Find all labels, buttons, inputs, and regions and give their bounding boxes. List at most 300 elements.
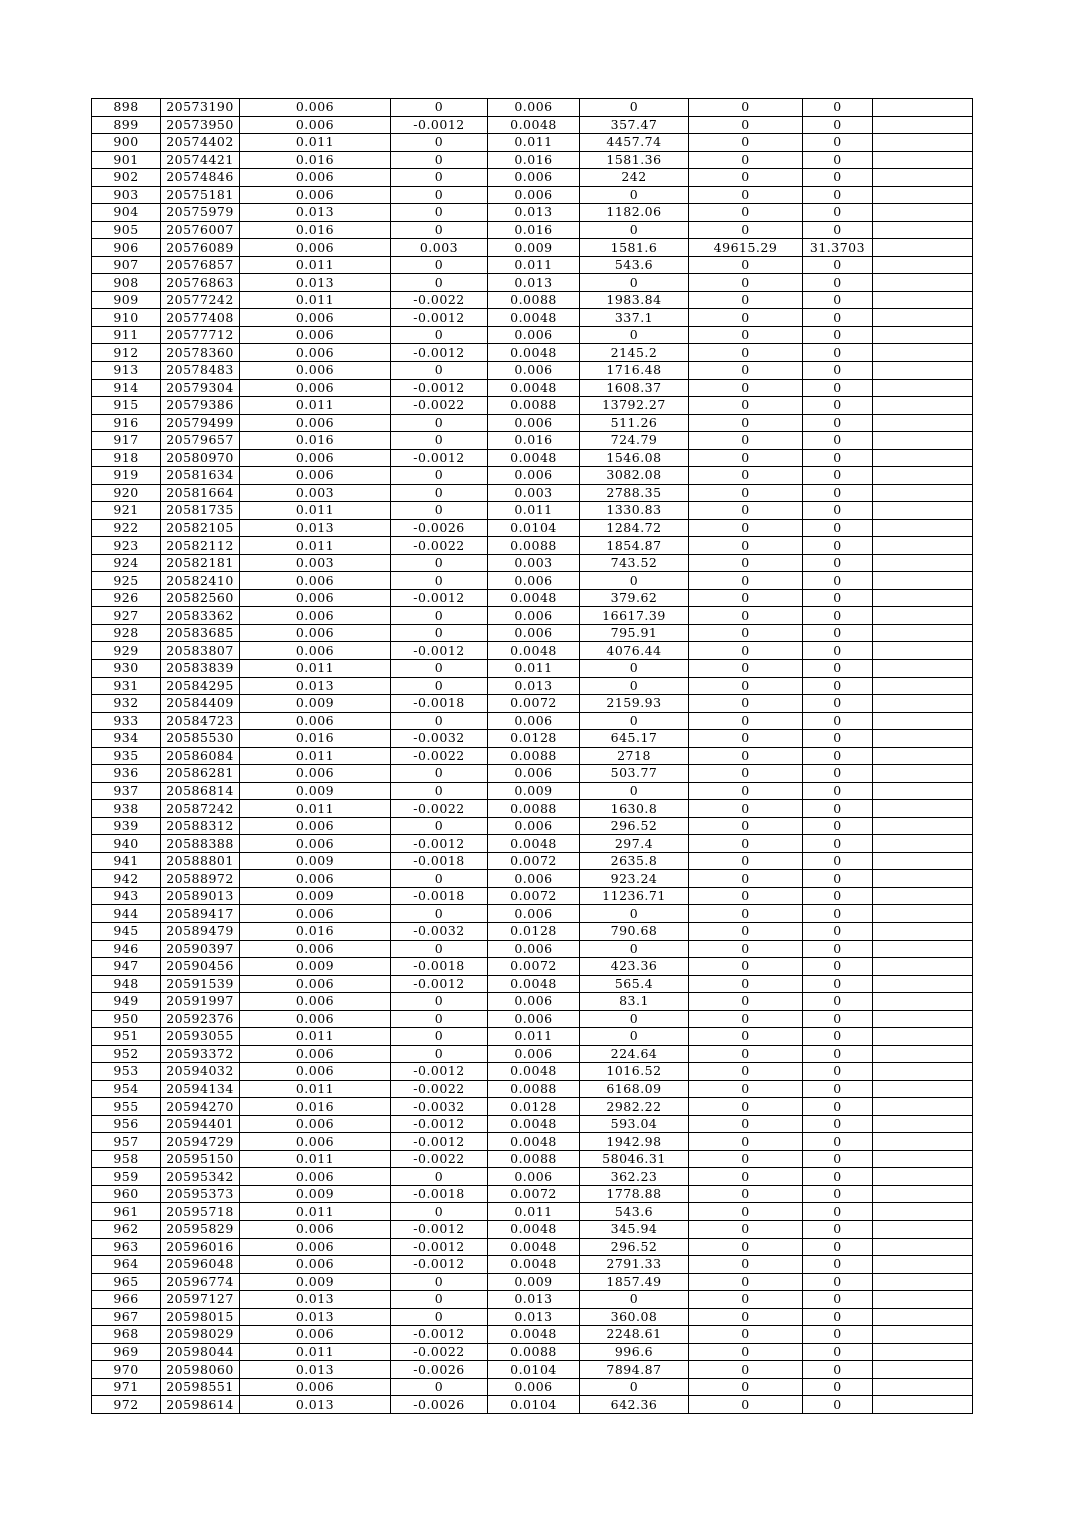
- row-number-cell: 923: [92, 537, 161, 555]
- adjustment-cell: 0: [391, 940, 488, 958]
- amount-cell: 296.52: [580, 817, 689, 835]
- empty-cell: [873, 940, 973, 958]
- table-row: [92, 432, 973, 450]
- empty-cell: [873, 800, 973, 818]
- value-cell: 0: [689, 1203, 803, 1221]
- ratio-cell: 0: [803, 1063, 873, 1081]
- ratio-cell: 0: [803, 958, 873, 976]
- ratio-cell: 0: [803, 151, 873, 169]
- empty-cell: [873, 642, 973, 660]
- amount-cell: 58046.31: [580, 1150, 689, 1168]
- value-cell: 0: [689, 852, 803, 870]
- table-row: [92, 782, 973, 800]
- id-cell: 20573190: [161, 99, 240, 117]
- net-rate-cell: 0.0048: [488, 975, 580, 993]
- row-number-cell: 961: [92, 1203, 161, 1221]
- value-cell: 0: [689, 397, 803, 415]
- empty-cell: [873, 589, 973, 607]
- adjustment-cell: 0: [391, 169, 488, 187]
- amount-cell: 3082.08: [580, 467, 689, 485]
- id-cell: 20577408: [161, 309, 240, 327]
- rate-cell: 0.006: [240, 1168, 391, 1186]
- table-row: [92, 169, 973, 187]
- amount-cell: 1016.52: [580, 1063, 689, 1081]
- row-number-cell: 936: [92, 765, 161, 783]
- adjustment-cell: -0.0022: [391, 1343, 488, 1361]
- row-number-cell: 911: [92, 326, 161, 344]
- empty-cell: [873, 905, 973, 923]
- amount-cell: 743.52: [580, 554, 689, 572]
- amount-cell: 242: [580, 169, 689, 187]
- value-cell: 0: [689, 730, 803, 748]
- amount-cell: 4076.44: [580, 642, 689, 660]
- row-number-cell: 949: [92, 993, 161, 1011]
- ratio-cell: 0: [803, 660, 873, 678]
- empty-cell: [873, 1028, 973, 1046]
- adjustment-cell: 0: [391, 572, 488, 590]
- net-rate-cell: 0.009: [488, 782, 580, 800]
- rate-cell: 0.006: [240, 361, 391, 379]
- table-row: [92, 414, 973, 432]
- value-cell: 0: [689, 537, 803, 555]
- empty-cell: [873, 274, 973, 292]
- rate-cell: 0.011: [240, 800, 391, 818]
- table-row: [92, 1378, 973, 1396]
- id-cell: 20581735: [161, 502, 240, 520]
- adjustment-cell: -0.0026: [391, 1361, 488, 1379]
- ratio-cell: 0: [803, 256, 873, 274]
- empty-cell: [873, 309, 973, 327]
- net-rate-cell: 0.006: [488, 326, 580, 344]
- id-cell: 20590456: [161, 958, 240, 976]
- empty-cell: [873, 326, 973, 344]
- ratio-cell: 0: [803, 589, 873, 607]
- rate-cell: 0.013: [240, 1396, 391, 1414]
- empty-cell: [873, 1378, 973, 1396]
- amount-cell: 2982.22: [580, 1098, 689, 1116]
- net-rate-cell: 0.0128: [488, 730, 580, 748]
- value-cell: 0: [689, 747, 803, 765]
- adjustment-cell: 0: [391, 905, 488, 923]
- net-rate-cell: 0.006: [488, 169, 580, 187]
- table-row: [92, 519, 973, 537]
- rate-cell: 0.006: [240, 1256, 391, 1274]
- empty-cell: [873, 958, 973, 976]
- empty-cell: [873, 1238, 973, 1256]
- net-rate-cell: 0.006: [488, 1045, 580, 1063]
- rate-cell: 0.011: [240, 256, 391, 274]
- id-cell: 20594134: [161, 1080, 240, 1098]
- table-row: [92, 361, 973, 379]
- table-row: [92, 1133, 973, 1151]
- amount-cell: 0: [580, 572, 689, 590]
- table-row: [92, 1273, 973, 1291]
- net-rate-cell: 0.011: [488, 256, 580, 274]
- id-cell: 20582181: [161, 554, 240, 572]
- empty-cell: [873, 572, 973, 590]
- row-number-cell: 910: [92, 309, 161, 327]
- rate-cell: 0.009: [240, 695, 391, 713]
- adjustment-cell: -0.0012: [391, 1221, 488, 1239]
- net-rate-cell: 0.011: [488, 1203, 580, 1221]
- row-number-cell: 964: [92, 1256, 161, 1274]
- rate-cell: 0.011: [240, 1028, 391, 1046]
- value-cell: 0: [689, 361, 803, 379]
- row-number-cell: 912: [92, 344, 161, 362]
- id-cell: 20583839: [161, 660, 240, 678]
- ratio-cell: 0: [803, 1273, 873, 1291]
- rate-cell: 0.013: [240, 1308, 391, 1326]
- ratio-cell: 0: [803, 695, 873, 713]
- amount-cell: 1854.87: [580, 537, 689, 555]
- adjustment-cell: 0: [391, 467, 488, 485]
- empty-cell: [873, 484, 973, 502]
- adjustment-cell: 0: [391, 1010, 488, 1028]
- amount-cell: 0: [580, 99, 689, 117]
- amount-cell: 1983.84: [580, 291, 689, 309]
- row-number-cell: 902: [92, 169, 161, 187]
- adjustment-cell: -0.0012: [391, 589, 488, 607]
- rate-cell: 0.011: [240, 134, 391, 152]
- amount-cell: 790.68: [580, 922, 689, 940]
- empty-cell: [873, 204, 973, 222]
- ratio-cell: 0: [803, 922, 873, 940]
- rate-cell: 0.006: [240, 1045, 391, 1063]
- ratio-cell: 0: [803, 291, 873, 309]
- row-number-cell: 924: [92, 554, 161, 572]
- rate-cell: 0.006: [240, 712, 391, 730]
- ratio-cell: 0: [803, 607, 873, 625]
- adjustment-cell: -0.0018: [391, 958, 488, 976]
- adjustment-cell: -0.0022: [391, 1080, 488, 1098]
- rate-cell: 0.006: [240, 239, 391, 257]
- ratio-cell: 0: [803, 484, 873, 502]
- empty-cell: [873, 922, 973, 940]
- id-cell: 20598015: [161, 1308, 240, 1326]
- net-rate-cell: 0.0048: [488, 1221, 580, 1239]
- row-number-cell: 926: [92, 589, 161, 607]
- net-rate-cell: 0.0048: [488, 835, 580, 853]
- adjustment-cell: -0.0022: [391, 747, 488, 765]
- ratio-cell: 0: [803, 1028, 873, 1046]
- table-row: [92, 1396, 973, 1414]
- empty-cell: [873, 537, 973, 555]
- ratio-cell: 0: [803, 1221, 873, 1239]
- ratio-cell: 0: [803, 432, 873, 450]
- amount-cell: 0: [580, 1010, 689, 1028]
- empty-cell: [873, 624, 973, 642]
- rate-cell: 0.006: [240, 572, 391, 590]
- table-row: [92, 151, 973, 169]
- net-rate-cell: 0.0048: [488, 1115, 580, 1133]
- value-cell: 0: [689, 186, 803, 204]
- net-rate-cell: 0.0048: [488, 1326, 580, 1344]
- net-rate-cell: 0.0104: [488, 519, 580, 537]
- table-row: [92, 1080, 973, 1098]
- rate-cell: 0.006: [240, 1326, 391, 1344]
- id-cell: 20582105: [161, 519, 240, 537]
- amount-cell: 1581.36: [580, 151, 689, 169]
- adjustment-cell: -0.0022: [391, 537, 488, 555]
- adjustment-cell: -0.0012: [391, 1238, 488, 1256]
- row-number-cell: 947: [92, 958, 161, 976]
- table-row: [92, 204, 973, 222]
- adjustment-cell: -0.0012: [391, 1115, 488, 1133]
- id-cell: 20595718: [161, 1203, 240, 1221]
- empty-cell: [873, 1308, 973, 1326]
- id-cell: 20579499: [161, 414, 240, 432]
- value-cell: 0: [689, 1378, 803, 1396]
- net-rate-cell: 0.006: [488, 1010, 580, 1028]
- rate-cell: 0.006: [240, 186, 391, 204]
- ratio-cell: 0: [803, 905, 873, 923]
- adjustment-cell: 0: [391, 204, 488, 222]
- empty-cell: [873, 835, 973, 853]
- net-rate-cell: 0.0048: [488, 344, 580, 362]
- adjustment-cell: -0.0012: [391, 344, 488, 362]
- rate-cell: 0.009: [240, 782, 391, 800]
- id-cell: 20594270: [161, 1098, 240, 1116]
- rate-cell: 0.006: [240, 326, 391, 344]
- empty-cell: [873, 712, 973, 730]
- ratio-cell: 0: [803, 1150, 873, 1168]
- value-cell: 0: [689, 116, 803, 134]
- table-row: [92, 1361, 973, 1379]
- row-number-cell: 908: [92, 274, 161, 292]
- rate-cell: 0.013: [240, 1291, 391, 1309]
- ratio-cell: 0: [803, 361, 873, 379]
- row-number-cell: 958: [92, 1150, 161, 1168]
- ratio-cell: 0: [803, 887, 873, 905]
- net-rate-cell: 0.006: [488, 817, 580, 835]
- id-cell: 20580970: [161, 449, 240, 467]
- adjustment-cell: 0.003: [391, 239, 488, 257]
- id-cell: 20594729: [161, 1133, 240, 1151]
- row-number-cell: 937: [92, 782, 161, 800]
- table-row: [92, 589, 973, 607]
- adjustment-cell: 0: [391, 1273, 488, 1291]
- ratio-cell: 0: [803, 835, 873, 853]
- id-cell: 20578360: [161, 344, 240, 362]
- table-row: [92, 817, 973, 835]
- row-number-cell: 907: [92, 256, 161, 274]
- row-number-cell: 929: [92, 642, 161, 660]
- net-rate-cell: 0.013: [488, 204, 580, 222]
- net-rate-cell: 0.011: [488, 134, 580, 152]
- rate-cell: 0.006: [240, 607, 391, 625]
- adjustment-cell: -0.0012: [391, 116, 488, 134]
- net-rate-cell: 0.006: [488, 99, 580, 117]
- id-cell: 20579657: [161, 432, 240, 450]
- adjustment-cell: -0.0012: [391, 1326, 488, 1344]
- adjustment-cell: -0.0012: [391, 835, 488, 853]
- rate-cell: 0.006: [240, 975, 391, 993]
- table-row: [92, 1238, 973, 1256]
- id-cell: 20595342: [161, 1168, 240, 1186]
- ratio-cell: 0: [803, 169, 873, 187]
- amount-cell: 2718: [580, 747, 689, 765]
- table-row: [92, 397, 973, 415]
- net-rate-cell: 0.016: [488, 221, 580, 239]
- ratio-cell: 0: [803, 99, 873, 117]
- amount-cell: 0: [580, 712, 689, 730]
- table-row: [92, 905, 973, 923]
- id-cell: 20589417: [161, 905, 240, 923]
- row-number-cell: 925: [92, 572, 161, 590]
- empty-cell: [873, 379, 973, 397]
- id-cell: 20586281: [161, 765, 240, 783]
- id-cell: 20583685: [161, 624, 240, 642]
- adjustment-cell: -0.0018: [391, 695, 488, 713]
- rate-cell: 0.016: [240, 730, 391, 748]
- table-row: [92, 1168, 973, 1186]
- rate-cell: 0.006: [240, 624, 391, 642]
- net-rate-cell: 0.0072: [488, 695, 580, 713]
- table-row: [92, 835, 973, 853]
- rate-cell: 0.006: [240, 835, 391, 853]
- id-cell: 20595150: [161, 1150, 240, 1168]
- id-cell: 20594401: [161, 1115, 240, 1133]
- empty-cell: [873, 852, 973, 870]
- net-rate-cell: 0.0048: [488, 1238, 580, 1256]
- ratio-cell: 0: [803, 116, 873, 134]
- amount-cell: 357.47: [580, 116, 689, 134]
- empty-cell: [873, 870, 973, 888]
- net-rate-cell: 0.0088: [488, 1080, 580, 1098]
- net-rate-cell: 0.013: [488, 274, 580, 292]
- rate-cell: 0.006: [240, 940, 391, 958]
- empty-cell: [873, 660, 973, 678]
- row-number-cell: 934: [92, 730, 161, 748]
- adjustment-cell: 0: [391, 134, 488, 152]
- table-row: [92, 239, 973, 257]
- adjustment-cell: -0.0022: [391, 291, 488, 309]
- value-cell: 0: [689, 1238, 803, 1256]
- adjustment-cell: 0: [391, 677, 488, 695]
- table-row: [92, 1098, 973, 1116]
- rate-cell: 0.006: [240, 1063, 391, 1081]
- empty-cell: [873, 695, 973, 713]
- adjustment-cell: -0.0012: [391, 1133, 488, 1151]
- value-cell: 0: [689, 712, 803, 730]
- table-row: [92, 537, 973, 555]
- id-cell: 20590397: [161, 940, 240, 958]
- amount-cell: 0: [580, 782, 689, 800]
- value-cell: 0: [689, 572, 803, 590]
- ratio-cell: 0: [803, 274, 873, 292]
- row-number-cell: 898: [92, 99, 161, 117]
- amount-cell: 345.94: [580, 1221, 689, 1239]
- id-cell: 20592376: [161, 1010, 240, 1028]
- ratio-cell: 0: [803, 624, 873, 642]
- empty-cell: [873, 747, 973, 765]
- rate-cell: 0.006: [240, 905, 391, 923]
- value-cell: 0: [689, 1221, 803, 1239]
- net-rate-cell: 0.0104: [488, 1361, 580, 1379]
- id-cell: 20595373: [161, 1185, 240, 1203]
- id-cell: 20576857: [161, 256, 240, 274]
- ratio-cell: 0: [803, 817, 873, 835]
- empty-cell: [873, 1150, 973, 1168]
- table-row: [92, 1308, 973, 1326]
- empty-cell: [873, 677, 973, 695]
- rate-cell: 0.006: [240, 169, 391, 187]
- rate-cell: 0.016: [240, 221, 391, 239]
- net-rate-cell: 0.006: [488, 572, 580, 590]
- rate-cell: 0.011: [240, 1203, 391, 1221]
- value-cell: 0: [689, 204, 803, 222]
- adjustment-cell: 0: [391, 1378, 488, 1396]
- id-cell: 20598060: [161, 1361, 240, 1379]
- empty-cell: [873, 1080, 973, 1098]
- amount-cell: 996.6: [580, 1343, 689, 1361]
- value-cell: 0: [689, 221, 803, 239]
- row-number-cell: 928: [92, 624, 161, 642]
- ratio-cell: 0: [803, 379, 873, 397]
- row-number-cell: 918: [92, 449, 161, 467]
- id-cell: 20588312: [161, 817, 240, 835]
- net-rate-cell: 0.011: [488, 502, 580, 520]
- value-cell: 0: [689, 624, 803, 642]
- amount-cell: 565.4: [580, 975, 689, 993]
- ratio-cell: 0: [803, 1168, 873, 1186]
- amount-cell: 543.6: [580, 1203, 689, 1221]
- ratio-cell: 0: [803, 326, 873, 344]
- row-number-cell: 930: [92, 660, 161, 678]
- table-row: [92, 1185, 973, 1203]
- net-rate-cell: 0.009: [488, 1273, 580, 1291]
- adjustment-cell: -0.0012: [391, 642, 488, 660]
- empty-cell: [873, 361, 973, 379]
- table-row: [92, 256, 973, 274]
- rate-cell: 0.003: [240, 554, 391, 572]
- id-cell: 20598044: [161, 1343, 240, 1361]
- ratio-cell: 0: [803, 1256, 873, 1274]
- row-number-cell: 943: [92, 887, 161, 905]
- net-rate-cell: 0.009: [488, 239, 580, 257]
- amount-cell: 1608.37: [580, 379, 689, 397]
- empty-cell: [873, 344, 973, 362]
- id-cell: 20576089: [161, 239, 240, 257]
- amount-cell: 1546.08: [580, 449, 689, 467]
- empty-cell: [873, 554, 973, 572]
- net-rate-cell: 0.013: [488, 1308, 580, 1326]
- table-row: [92, 624, 973, 642]
- value-cell: 0: [689, 1343, 803, 1361]
- row-number-cell: 967: [92, 1308, 161, 1326]
- ratio-cell: 0: [803, 1308, 873, 1326]
- rate-cell: 0.006: [240, 993, 391, 1011]
- row-number-cell: 957: [92, 1133, 161, 1151]
- empty-cell: [873, 151, 973, 169]
- adjustment-cell: 0: [391, 221, 488, 239]
- row-number-cell: 915: [92, 397, 161, 415]
- adjustment-cell: 0: [391, 151, 488, 169]
- table-row: [92, 765, 973, 783]
- ratio-cell: 0: [803, 1115, 873, 1133]
- value-cell: 0: [689, 1256, 803, 1274]
- amount-cell: 2248.61: [580, 1326, 689, 1344]
- value-cell: 49615.29: [689, 239, 803, 257]
- amount-cell: 0: [580, 274, 689, 292]
- table-row: [92, 1203, 973, 1221]
- rate-cell: 0.013: [240, 204, 391, 222]
- adjustment-cell: 0: [391, 1028, 488, 1046]
- row-number-cell: 956: [92, 1115, 161, 1133]
- value-cell: 0: [689, 887, 803, 905]
- ratio-cell: 0: [803, 397, 873, 415]
- ratio-cell: 0: [803, 993, 873, 1011]
